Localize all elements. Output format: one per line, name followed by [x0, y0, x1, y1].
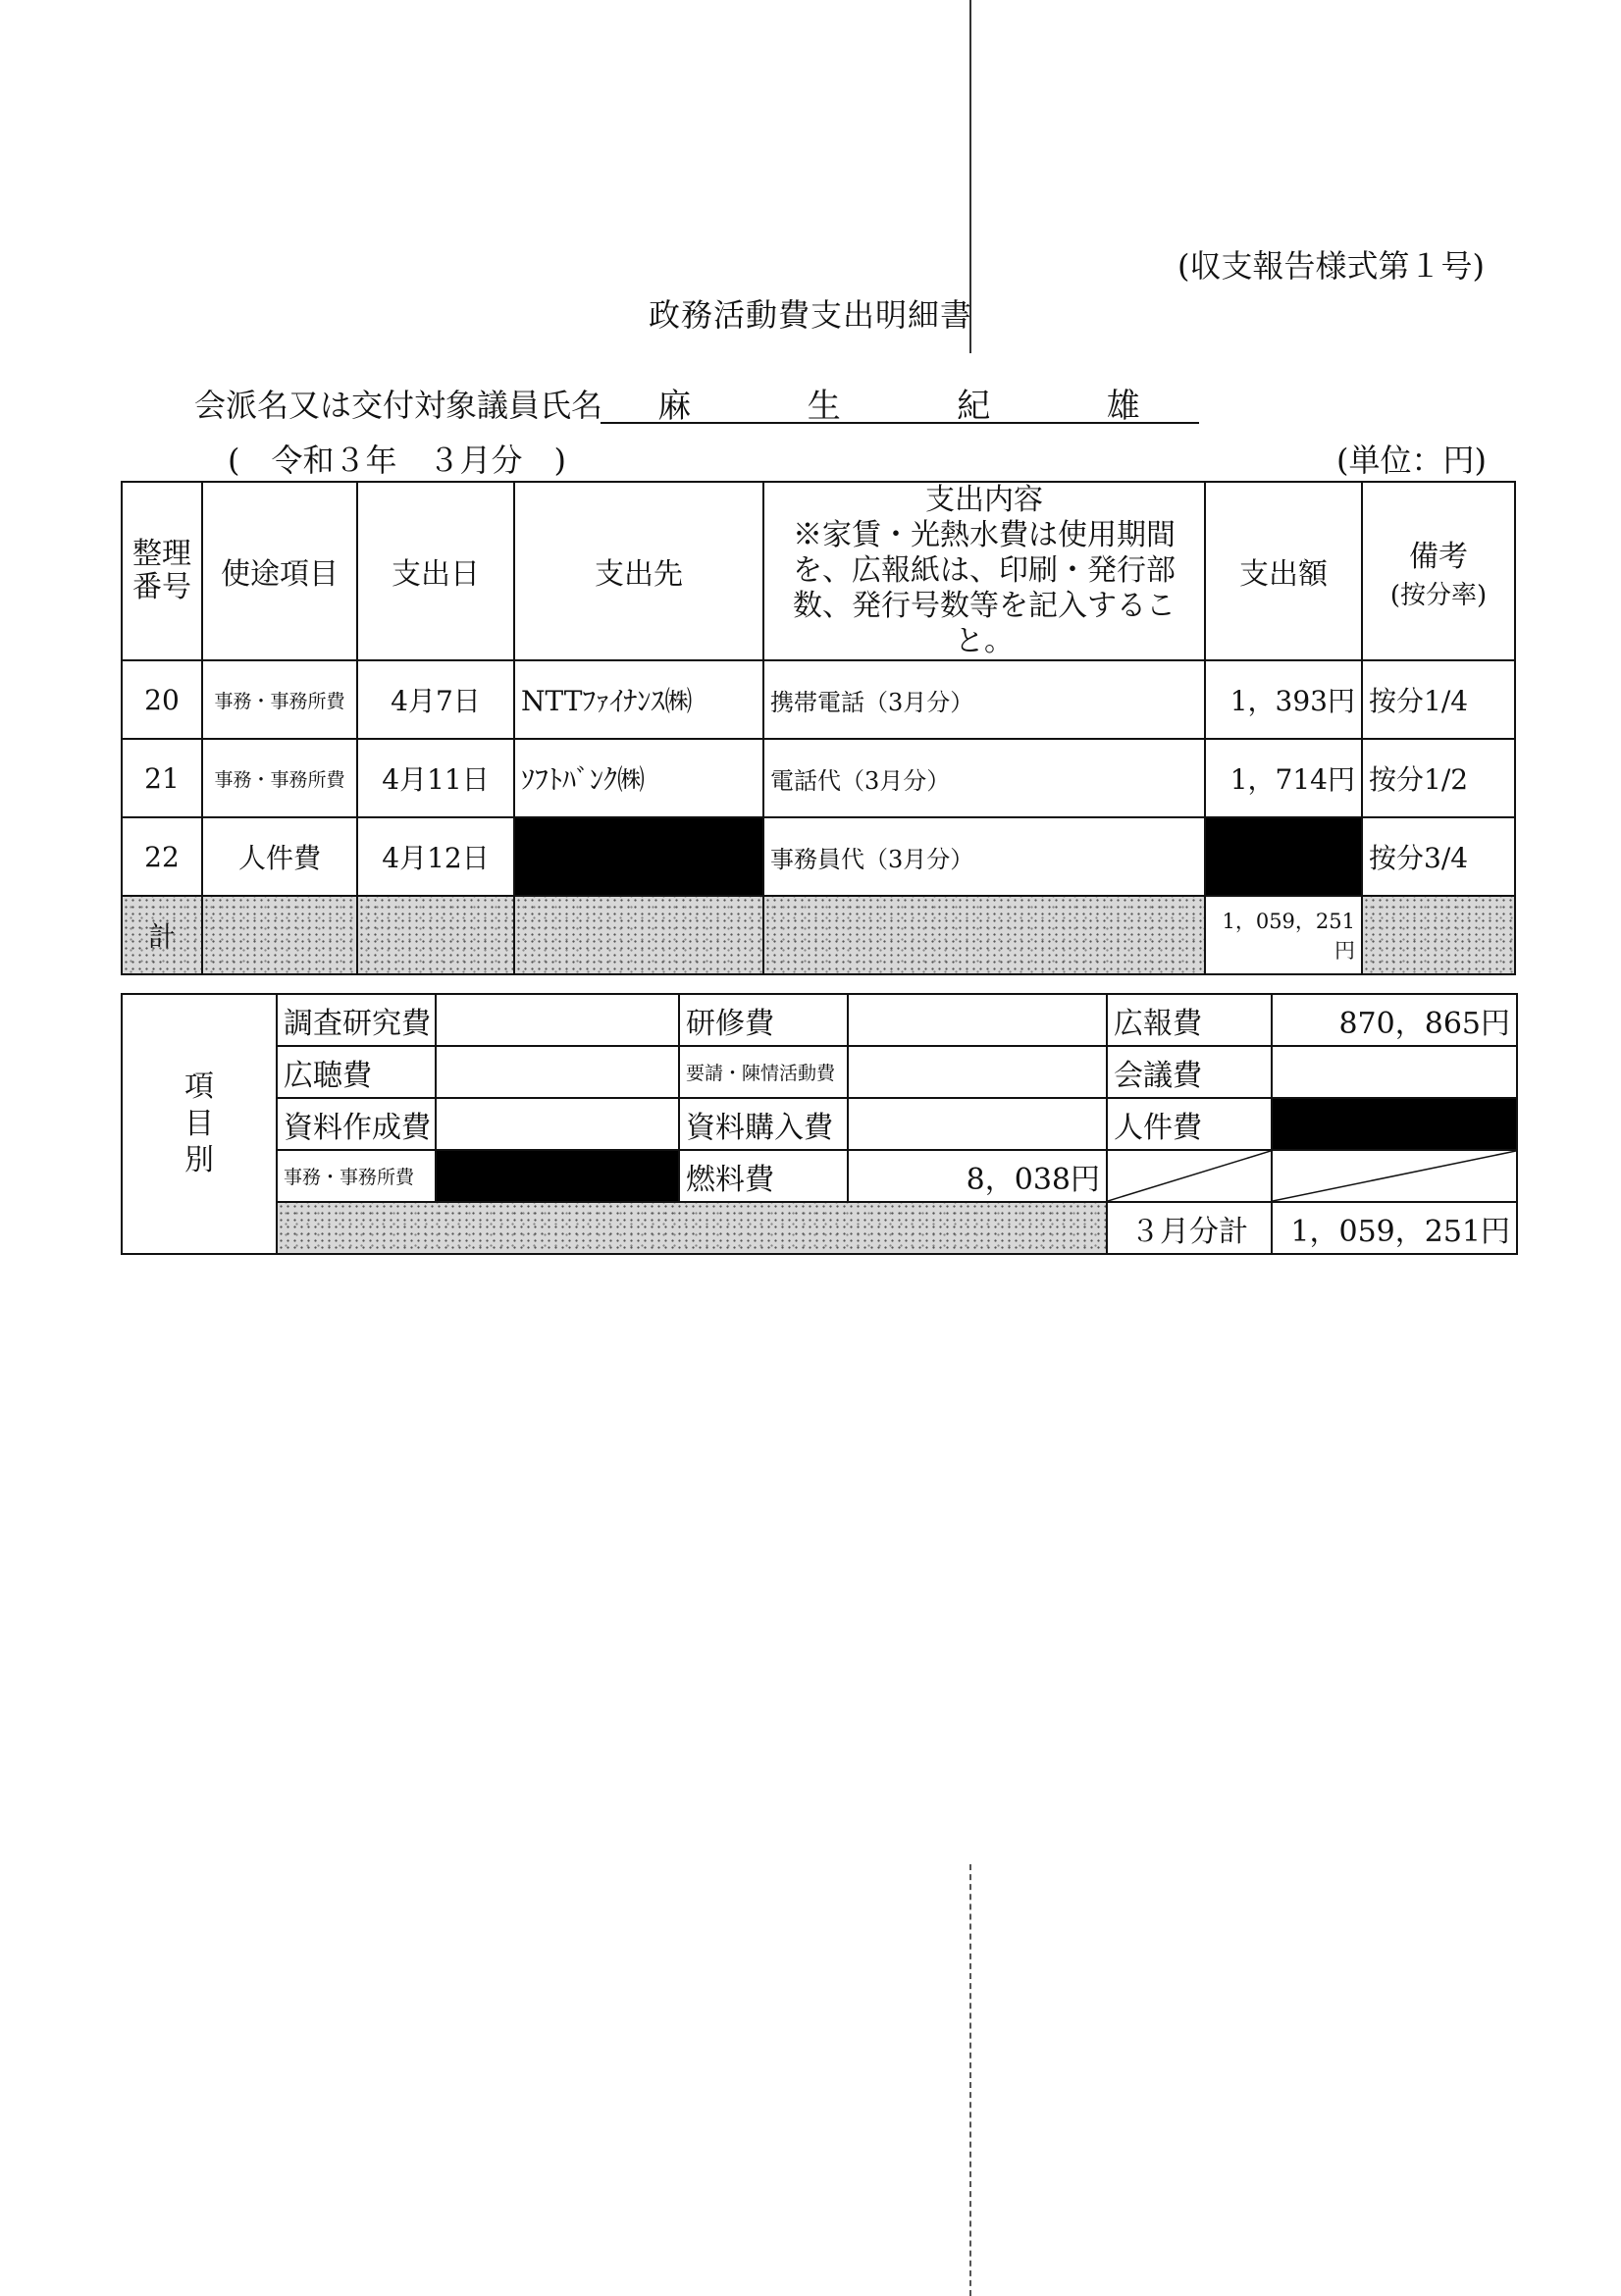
diagonal-line [1108, 1151, 1271, 1201]
period: ( 令和３年 ３月分 ) [228, 442, 566, 479]
row-remarks: 按分1/2 [1362, 739, 1515, 817]
table-header-row [122, 482, 1515, 660]
header-remarks: 備考 (按分率) [1362, 482, 1515, 660]
value-meeting [1272, 1046, 1517, 1098]
table-row [122, 739, 1515, 817]
label-materials-make: 資料作成費 [277, 1098, 436, 1150]
redacted-personnel [1272, 1098, 1517, 1150]
total-amount: 1，059，251円 [1205, 896, 1362, 974]
value-petition [848, 1046, 1107, 1098]
redacted-amount [1205, 817, 1362, 896]
row-payee: ｿﾌﾄﾊﾞﾝｸ㈱ [514, 739, 763, 817]
member-label: 会派名又は交付対象議員氏名 [194, 387, 603, 424]
expense-table [121, 481, 1516, 975]
row-category: 事務・事務所費 [202, 739, 357, 817]
header-remarks-sub: (按分率) [1389, 580, 1488, 610]
total-row [122, 896, 1515, 974]
member-name-char: 麻 [657, 387, 694, 426]
row-category: 人件費 [202, 817, 357, 896]
label-research: 調査研究費 [277, 994, 436, 1046]
row-date: 4月7日 [357, 660, 514, 739]
row-content: 事務員代（3月分） [763, 817, 1205, 896]
header-payee: 支出先 [514, 482, 763, 660]
summary-side-label: 項 目 別 [122, 994, 277, 1254]
label-hearing: 広聴費 [277, 1046, 436, 1098]
label-training: 研修費 [679, 994, 848, 1046]
row-date: 4月12日 [357, 817, 514, 896]
row-date: 4月11日 [357, 739, 514, 817]
member-name-char: 雄 [1106, 387, 1142, 426]
row-amount: 1，714円 [1205, 739, 1362, 817]
month-total-value: 1，059，251円 [1272, 1202, 1517, 1254]
header-content-note: ※家賃・光熱水費は使用期間を、広報紙は、印刷・発行部数、発行号数等を記入すること。 [793, 518, 1176, 658]
form-number: (収支報告様式第１号) [1177, 247, 1485, 285]
row-content: 電話代（3月分） [763, 739, 1205, 817]
month-total-label: ３月分計 [1107, 1202, 1272, 1254]
redacted-payee [514, 817, 763, 896]
label-office: 事務・事務所費 [277, 1150, 436, 1202]
label-meeting: 会議費 [1107, 1046, 1272, 1098]
row-number: 22 [122, 817, 202, 896]
header-category: 使途項目 [202, 482, 357, 660]
header-amount: 支出額 [1205, 482, 1362, 660]
label-personnel: 人件費 [1107, 1098, 1272, 1150]
table-row [122, 660, 1515, 739]
header-content-title: 支出内容 [925, 483, 1043, 517]
row-category: 事務・事務所費 [202, 660, 357, 739]
member-name-char: 紀 [957, 387, 993, 426]
value-research [436, 994, 679, 1046]
diagonal-cell [1107, 1150, 1272, 1202]
row-number: 21 [122, 739, 202, 817]
label-pr: 広報費 [1107, 994, 1272, 1046]
row-remarks: 按分3/4 [1362, 817, 1515, 896]
shaded-cell [202, 896, 357, 974]
value-pr: 870，865円 [1272, 994, 1517, 1046]
row-remarks: 按分1/4 [1362, 660, 1515, 739]
category-summary-table [121, 993, 1518, 1255]
label-fuel: 燃料費 [679, 1150, 848, 1202]
header-date: 支出日 [357, 482, 514, 660]
diagonal-line [1273, 1151, 1516, 1201]
shaded-cell [1362, 896, 1515, 974]
table-row [122, 817, 1515, 896]
fold-line [969, 1864, 971, 2296]
row-number: 20 [122, 660, 202, 739]
row-amount: 1，393円 [1205, 660, 1362, 739]
total-label: 計 [122, 896, 202, 974]
shaded-cell [514, 896, 763, 974]
shaded-cell [277, 1202, 1107, 1254]
document-title: 政務活動費支出明細書 [648, 296, 972, 334]
redacted-office [436, 1150, 679, 1202]
value-fuel: 8，038円 [848, 1150, 1107, 1202]
shaded-cell [763, 896, 1205, 974]
member-name [601, 379, 1199, 424]
diagonal-cell [1272, 1150, 1517, 1202]
value-materials-buy [848, 1098, 1107, 1150]
value-materials-make [436, 1098, 679, 1150]
member-name-char: 生 [807, 387, 843, 426]
header-content [763, 482, 1205, 660]
value-hearing [436, 1046, 679, 1098]
header-number: 整理番号 [122, 482, 202, 660]
unit-label: (単位：円) [1336, 442, 1487, 479]
value-training [848, 994, 1107, 1046]
label-materials-buy: 資料購入費 [679, 1098, 848, 1150]
shaded-cell [357, 896, 514, 974]
row-content: 携帯電話（3月分） [763, 660, 1205, 739]
label-petition: 要請・陳情活動費 [679, 1046, 848, 1098]
row-payee: NTTﾌｧｲﾅﾝｽ㈱ [514, 660, 763, 739]
